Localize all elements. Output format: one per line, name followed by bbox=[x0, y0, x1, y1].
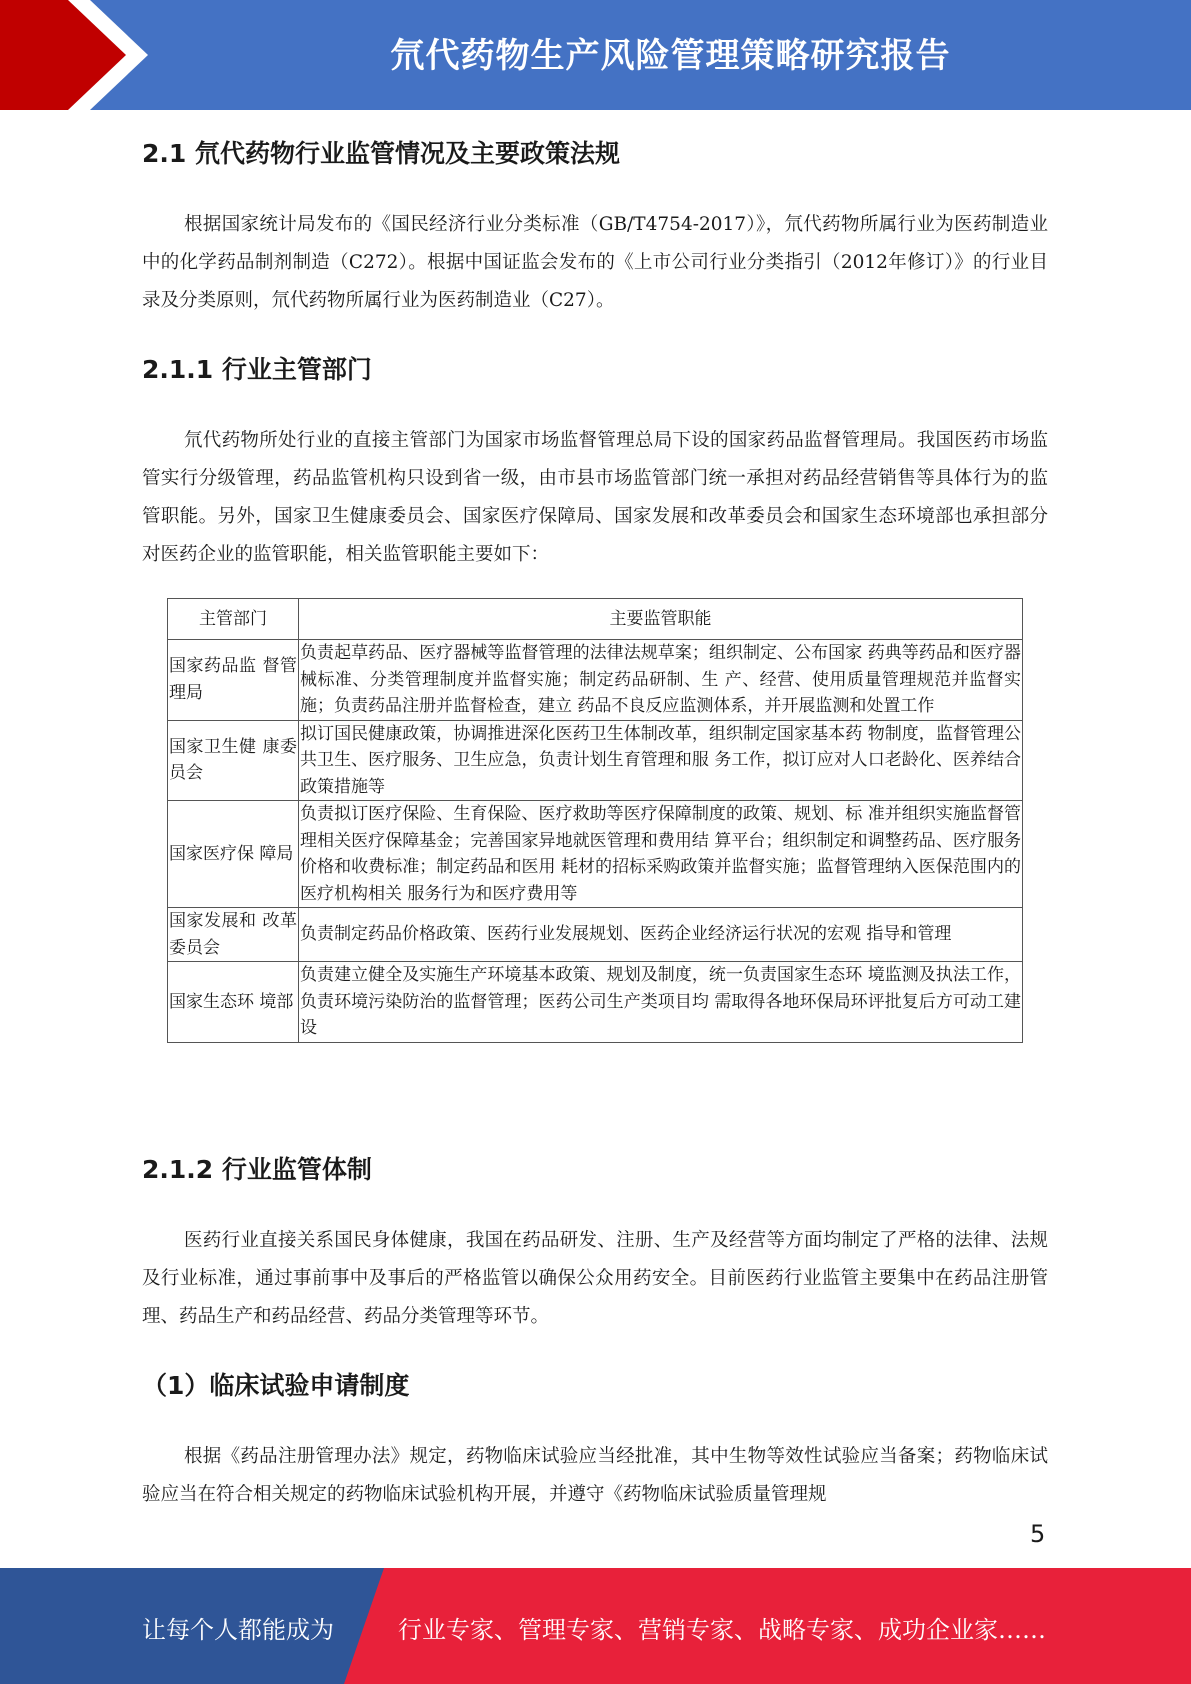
dept-cell: 国家医疗保 障局 bbox=[168, 801, 299, 908]
regulator-table bbox=[167, 598, 1023, 1043]
footer-slogan-left: 让每个人都能成为 bbox=[142, 1616, 334, 1644]
paragraph-2-1-2: 医药行业直接关系国民身体健康，我国在药品研发、注册、生产及经营等方面均制定了严格的法律、法规及行业标准，通过事前事中及事后的严格监管以确保公众用药安全。目前医药行业监管主要集中在药品注册管理、药品生产和药品经营、药品分类管理等环节。 bbox=[142, 1230, 1048, 1327]
heading-clinical-trial: （1）临床试验申请制度 bbox=[142, 1371, 410, 1400]
table-row bbox=[168, 908, 1023, 962]
table-row bbox=[168, 720, 1023, 801]
dept-cell: 国家生态环 境部 bbox=[168, 962, 299, 1043]
heading-2-1-1: 2.1.1 行业主管部门 bbox=[142, 355, 372, 384]
duty-cell: 负责拟订医疗保险、生育保险、医疗救助等医疗保障制度的政策、规划、标 准并组织实施监督管理相关医疗保障基金；完善国家异地就医管理和费用结 算平台；组织制定和调整药品、医疗服务价格和收费标准；制定药品和医用 耗材的招标采购政策并监督实施；监督管理纳入医保范围内的医疗机构相关 服务行为和医疗费用等 bbox=[299, 801, 1023, 908]
duty-cell: 负责建立健全及实施生产环境基本政策、规划及制度，统一负责国家生态环 境监测及执法工作，负责环境污染防治的监督管理；医药公司生产类项目均 需取得各地环保局环评批复后方可动工建设 bbox=[299, 962, 1023, 1043]
table-row bbox=[168, 962, 1023, 1043]
duty-cell: 负责起草药品、医疗器械等监督管理的法律法规草案；组织制定、公布国家 药典等药品和医疗器械标准、分类管理制度并监督实施；制定药品研制、生 产、经营、使用质量管理规范并监督实施；负责药品注册并监督检查，建立 药品不良反应监测体系，并开展监测和处置工作 bbox=[299, 640, 1023, 721]
paragraph-2-1-1: 氘代药物所处行业的直接主管部门为国家市场监督管理总局下设的国家药品监督管理局。我国医药市场监管实行分级管理，药品监管机构只设到省一级，由市县市场监管部门统一承担对药品经营销售等具体行为的监管职能。另外，国家卫生健康委员会、国家医疗保障局、国家发展和改革委员会和国家生态环境部也承担部分对医药企业的监管职能，相关监管职能主要如下： bbox=[142, 430, 1048, 565]
footer-slogan-right: 行业专家、管理专家、营销专家、战略专家、成功企业家…… bbox=[398, 1616, 1046, 1644]
heading-2-1-2: 2.1.2 行业监管体制 bbox=[142, 1155, 372, 1184]
header-chevron-icon bbox=[0, 0, 160, 110]
report-title: 氘代药物生产风险管理策略研究报告 bbox=[390, 36, 951, 76]
table-row bbox=[168, 801, 1023, 908]
page-number: 5 bbox=[1030, 1520, 1046, 1548]
duty-cell: 拟订国民健康政策，协调推进深化医药卫生体制改革，组织制定国家基本药 物制度，监督管理公共卫生、医疗服务、卫生应急，负责计划生育管理和服 务工作，拟订应对人口老龄化、医养结合政策措施等 bbox=[299, 720, 1023, 801]
header-duty: 主要监管职能 bbox=[299, 599, 1023, 640]
dept-cell: 国家卫生健 康委员会 bbox=[168, 720, 299, 801]
paragraph-clinical-trial: 根据《药品注册管理办法》规定，药物临床试验应当经批准，其中生物等效性试验应当备案；药物临床试验应当在符合相关规定的药物临床试验机构开展，并遵守《药物临床试验质量管理规 bbox=[142, 1446, 1048, 1505]
heading-2-1: 2.1 氘代药物行业监管情况及主要政策法规 bbox=[142, 139, 620, 168]
dept-cell: 国家药品监 督管理局 bbox=[168, 640, 299, 721]
table-row bbox=[168, 640, 1023, 721]
header-dept: 主管部门 bbox=[168, 599, 299, 640]
page-header bbox=[0, 0, 1191, 110]
page-footer bbox=[0, 1568, 1191, 1684]
duty-cell: 负责制定药品价格政策、医药行业发展规划、医药企业经济运行状况的宏观 指导和管理 bbox=[299, 908, 1023, 962]
dept-cell: 国家发展和 改革委员会 bbox=[168, 908, 299, 962]
paragraph-2-1: 根据国家统计局发布的《国民经济行业分类标准（GB/T4754-2017）》，氘代药物所属行业为医药制造业中的化学药品制剂制造（C272）。根据中国证监会发布的《上市公司行业分类指引（2012年修订）》的行业目录及分类原则，氘代药物所属行业为医药制造业（C27）。 bbox=[142, 214, 1048, 311]
table-header-row bbox=[168, 599, 1023, 640]
